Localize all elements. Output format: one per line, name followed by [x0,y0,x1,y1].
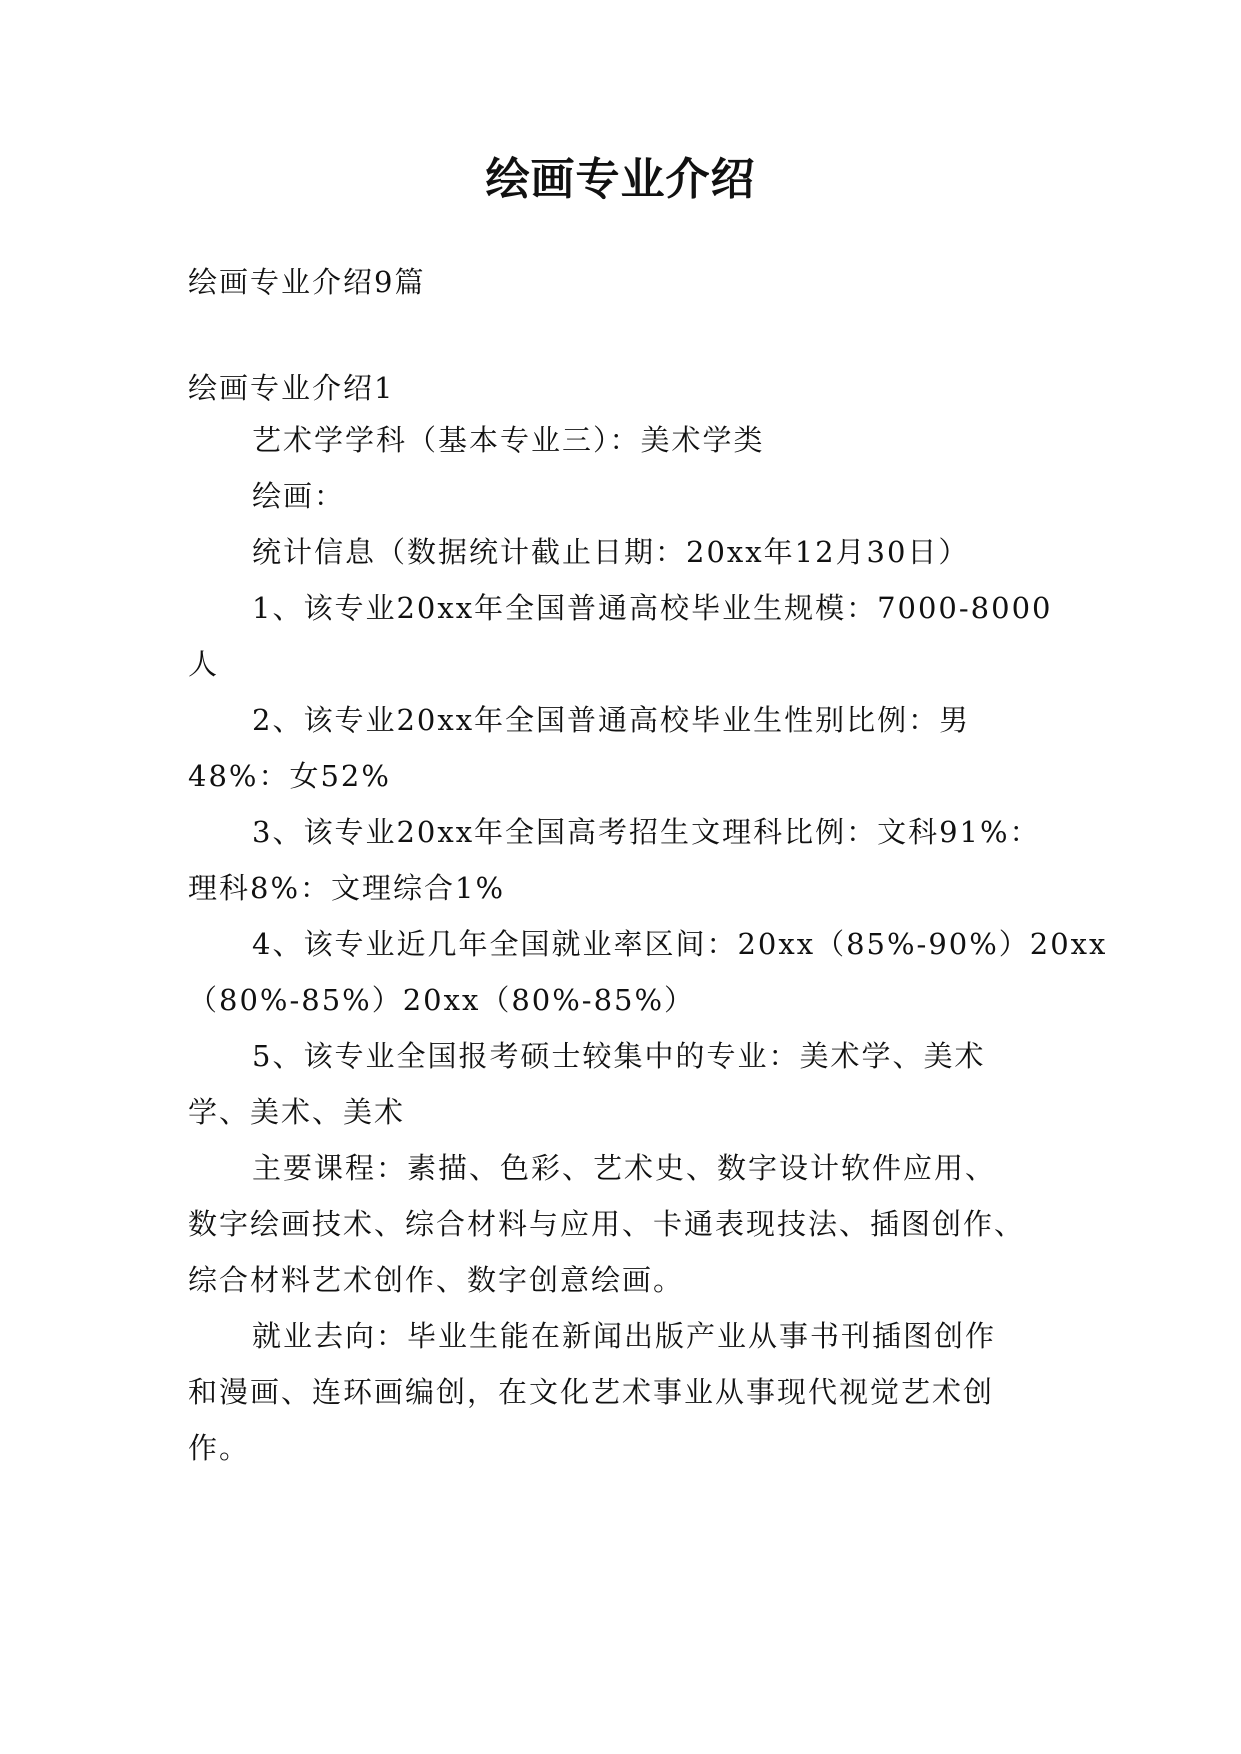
paragraph-line: 主要课程：素描、色彩、艺术史、数字设计软件应用、 [252,1151,997,1185]
page-title: 绘画专业介绍 [485,154,756,205]
paragraph-line: 统计信息（数据统计截止日期：20xx年12月30日） [252,535,970,569]
paragraph-line: 理科8%：文理综合1% [188,871,506,905]
paragraph-line: 学、美术、美术 [188,1095,406,1129]
paragraph-line: 3、该专业20xx年全国高考招生文理科比例：文科91%： [252,815,1041,849]
paragraph-line: 数字绘画技术、综合材料与应用、卡通表现技法、插图创作、 [188,1207,1026,1241]
paragraph-line: 1、该专业20xx年全国普通高校毕业生规模：7000-8000 [252,591,1053,625]
paragraph-line: （80%-85%）20xx（80%-85%） [188,983,696,1017]
paragraph-line: 4、该专业近几年全国就业率区间：20xx（85%-90%）20xx [252,927,1108,961]
paragraph-line: 艺术学学科（基本专业三）：美术学类 [252,423,765,457]
paragraph-line: 2、该专业20xx年全国普通高校毕业生性别比例：男 [252,703,971,737]
paragraph-line: 人 [188,647,220,681]
document-subtitle: 绘画专业介绍9篇 [188,265,426,299]
section-heading: 绘画专业介绍1 [188,371,395,405]
paragraph-line: 绘画： [252,479,346,513]
paragraph-line: 5、该专业全国报考硕士较集中的专业：美术学、美术 [252,1039,986,1073]
paragraph-line: 就业去向：毕业生能在新闻出版产业从事书刊插图创作 [252,1319,997,1353]
paragraph-line: 48%：女52% [188,759,391,793]
paragraph-line: 和漫画、连环画编创，在文化艺术事业从事现代视觉艺术创 [188,1375,995,1409]
paragraph-line: 综合材料艺术创作、数字创意绘画。 [188,1263,685,1297]
paragraph-line: 作。 [188,1431,251,1465]
